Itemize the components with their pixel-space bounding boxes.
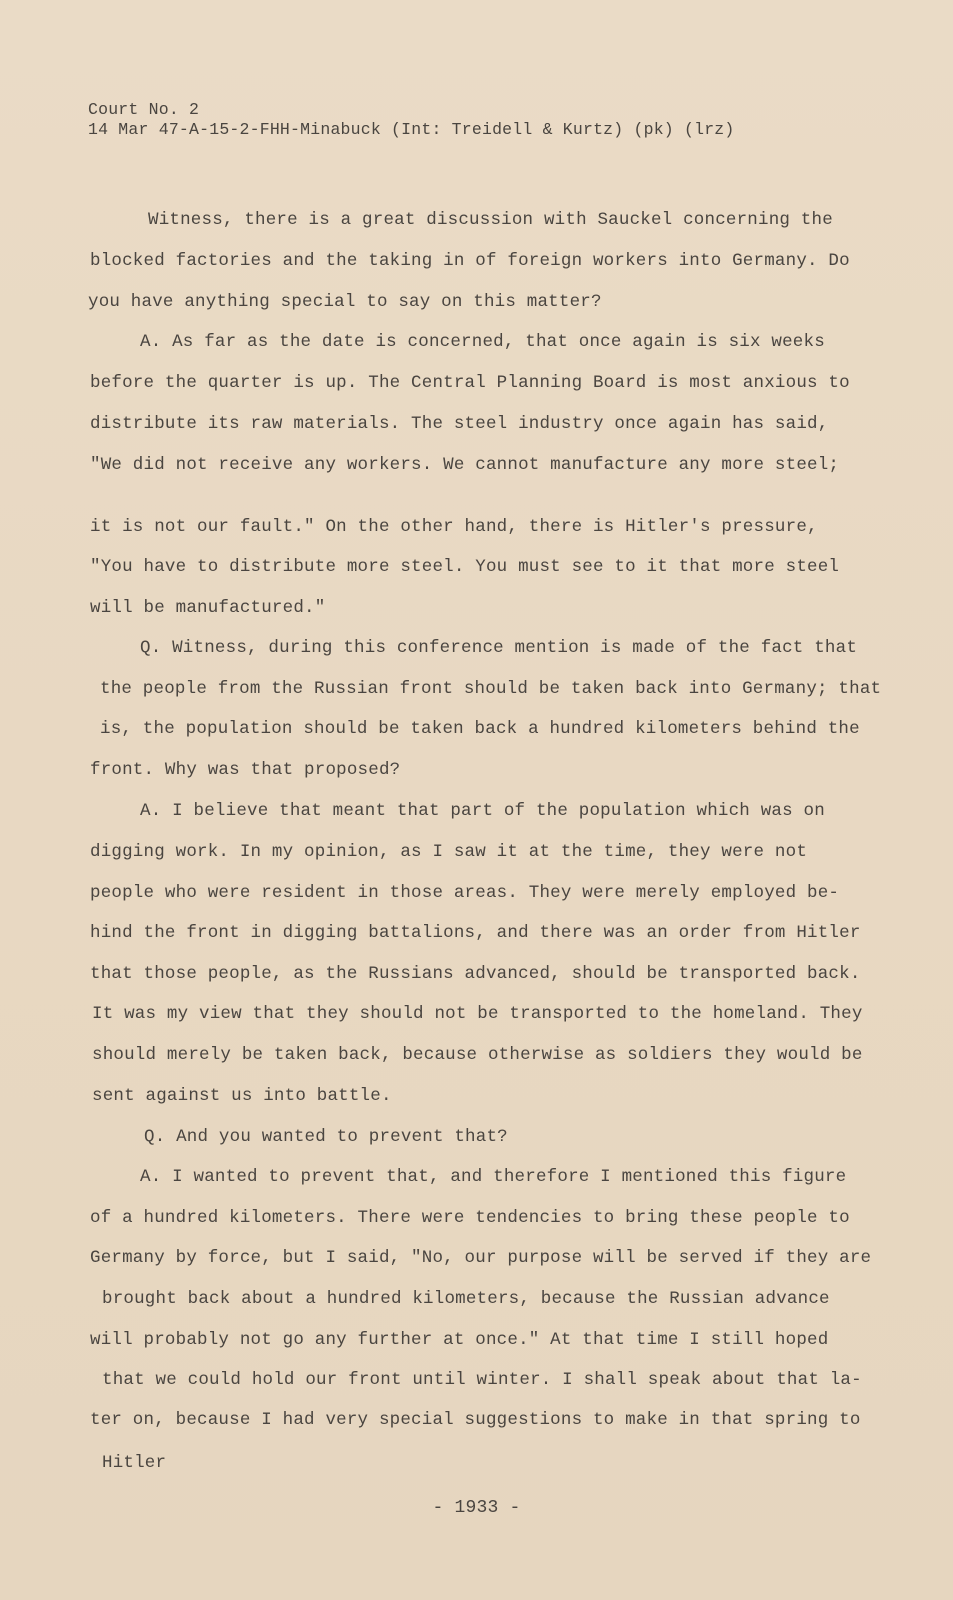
text-line: distribute its raw materials. The steel industry once again has said, [90, 414, 829, 434]
text-line: blocked factories and the taking in of foreign workers into Germany. Do [90, 251, 850, 271]
text-line: will be manufactured." [90, 598, 326, 618]
text-line: it is not our fault." On the other hand, there is Hitler's pressure, [90, 517, 818, 537]
text-line: "We did not receive any workers. We cannot manufacture any more steel; [90, 455, 840, 475]
text-line: Witness, there is a great discussion with Sauckel concerning the [148, 210, 833, 230]
page-number: - 1933 - [432, 1498, 521, 1518]
text-line: Q. Witness, during this conference mention is made of the fact that [140, 638, 858, 658]
text-line: "You have to distribute more steel. You must see to it that more steel [90, 557, 840, 577]
text-line: Q. And you wanted to prevent that? [144, 1127, 508, 1147]
text-line: of a hundred kilometers. There were tendencies to bring these people to [90, 1208, 850, 1228]
text-line: that those people, as the Russians advanced, should be transported back. [90, 964, 861, 984]
text-line: people who were resident in those areas. They were merely employed be- [90, 883, 840, 903]
text-line: A. I wanted to prevent that, and therefore I mentioned this figure [140, 1167, 847, 1187]
document-header [88, 100, 735, 140]
text-line: digging work. In my opinion, as I saw it at the time, they were not [90, 842, 808, 862]
text-line: sent against us into battle. [92, 1086, 392, 1106]
text-line: front. Why was that proposed? [90, 760, 401, 780]
text-line: before the quarter is up. The Central Planning Board is most anxious to [90, 373, 850, 393]
text-line: It was my view that they should not be transported to the homeland. They [92, 1004, 863, 1024]
text-line: you have anything special to say on this matter? [88, 292, 602, 312]
text-line: is, the population should be taken back a hundred kilometers behind the [100, 719, 860, 739]
text-line: brought back about a hundred kilometers, because the Russian advance [102, 1289, 830, 1309]
text-line: should merely be taken back, because otherwise as soldiers they would be [92, 1045, 863, 1065]
text-line: the people from the Russian front should be taken back into Germany; that [100, 679, 882, 699]
text-line: hind the front in digging battalions, and there was an order from Hitler [90, 923, 861, 943]
session-reference: 14 Mar 47-A-15-2-FHH-Minabuck (Int: Treidell & Kurtz) (pk) (lrz) [88, 120, 735, 139]
text-line: ter on, because I had very special suggestions to make in that spring to [90, 1410, 861, 1430]
text-line: Hitler [102, 1453, 167, 1473]
court-number: Court No. 2 [88, 100, 200, 119]
text-line: A. As far as the date is concerned, that once again is six weeks [140, 332, 825, 352]
text-line: that we could hold our front until winter. I shall speak about that la- [102, 1370, 862, 1390]
text-line: will probably not go any further at once." At that time I still hoped [90, 1330, 829, 1350]
text-line: A. I believe that meant that part of the population which was on [140, 801, 825, 821]
text-line: Germany by force, but I said, "No, our purpose will be served if they are [90, 1248, 872, 1268]
